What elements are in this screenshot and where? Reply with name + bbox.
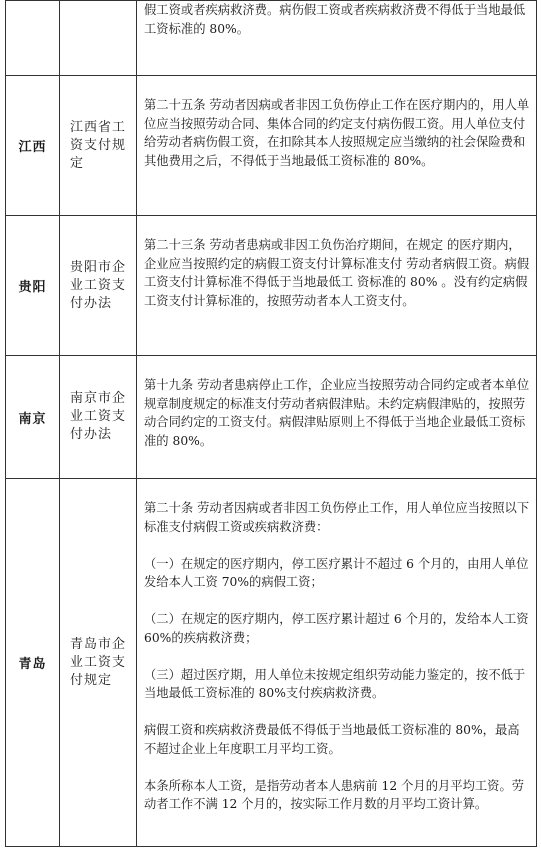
table-row (6, 76, 537, 216)
regulation-name-cell: 南京市企业工资支付办法 (60, 356, 137, 479)
paragraph-gap (144, 536, 530, 555)
city-cell: 江西 (6, 76, 60, 216)
article-paragraph: 第二十条 劳动者因病或者非因工负伤停止工作，用人单位应当按照以下标准支付病假工资或疾病救济费： (144, 501, 530, 534)
city-cell: 青岛 (6, 479, 60, 847)
table-row (6, 356, 537, 479)
article-content-cell (137, 76, 537, 216)
paragraph-gap (144, 758, 530, 777)
regulation-name-cell: 江西省工资支付规定 (60, 76, 137, 216)
regulation-table (5, 0, 537, 847)
article-content-cell (137, 479, 537, 847)
article-paragraph: 第二十五条 劳动者因病或者非因工负伤停止工作在医疗期内的，用人单位应当按照劳动合同、集体合同的约定支付病伤假工资。用人单位支付给劳动者病伤假工资，在扣除其本人按照规定应当缴纳的社会保险费和其他费用之后，不得低于当地最低工资标准的 80%。 (144, 98, 530, 168)
city-cell: 贵阳 (6, 216, 60, 356)
article-paragraph: 病假工资和疾病救济费最低不得低于当地最低工资标准的 80%，最高不超过企业上年度职工月平均工资。 (144, 723, 520, 756)
article-paragraph: 第十九条 劳动者患病停止工作，企业应当按照劳动合同约定或者本单位规章制度规定的标准支付劳动者病假津贴。未约定病假津贴的，按照劳动合同约定的工资支付。病假津贴原则上不得低于当地企业最低工资标准的 80%。 (144, 378, 530, 448)
article-paragraph: （一）在规定的医疗期内，停工医疗累计不超过 6 个月的，由用人单位发给本人工资 70%的病假工资； (144, 556, 529, 589)
article-paragraph: （三）超过医疗期，用人单位未按规定组织劳动能力鉴定的，按不低于当地最低工资标准的 80%支付疾病救济费。 (144, 667, 526, 700)
paragraph-gap (144, 647, 530, 666)
article-paragraph: （二）在规定的医疗期内，停工医疗累计超过 6 个月的，发给本人工资 60%的疾病救济费； (144, 612, 529, 645)
regulation-name-cell: 青岛市企业工资支付规定 (60, 479, 137, 847)
article-paragraph: 第二十三条 劳动者患病或非因工负伤治疗期间，在规定 的医疗期内，企业应当按照约定的病假工资支付计算标准支付 劳动者病假工资。病假工资支付计算标准不得低于当地最低工 资标准的 80% 。没有约定病假工资支付计算标准的，按照劳动者本人工资支付。 (144, 238, 530, 308)
regulation-name-cell (60, 1, 137, 76)
article-content-cell (137, 216, 537, 356)
article-paragraph: 假工资或者疾病救济费。病伤假工资或者疾病救济费不得低于当地最低工资标准的 80%。 (144, 3, 526, 36)
article-content-cell (137, 1, 537, 76)
table-row (6, 216, 537, 356)
paragraph-gap (144, 592, 530, 611)
article-paragraph: 本条所称本人工资，是指劳动者本人患病前 12 个月的月平均工资。劳动者工作不满 12 个月的，按实际工作月数的月平均工资计算。 (144, 778, 525, 811)
paragraph-gap (144, 703, 530, 722)
table-row (6, 479, 537, 847)
regulation-name-cell: 贵阳市企业工资支付办法 (60, 216, 137, 356)
table-row (6, 1, 537, 76)
city-cell: 南京 (6, 356, 60, 479)
article-content-cell (137, 356, 537, 479)
city-cell (6, 1, 60, 76)
